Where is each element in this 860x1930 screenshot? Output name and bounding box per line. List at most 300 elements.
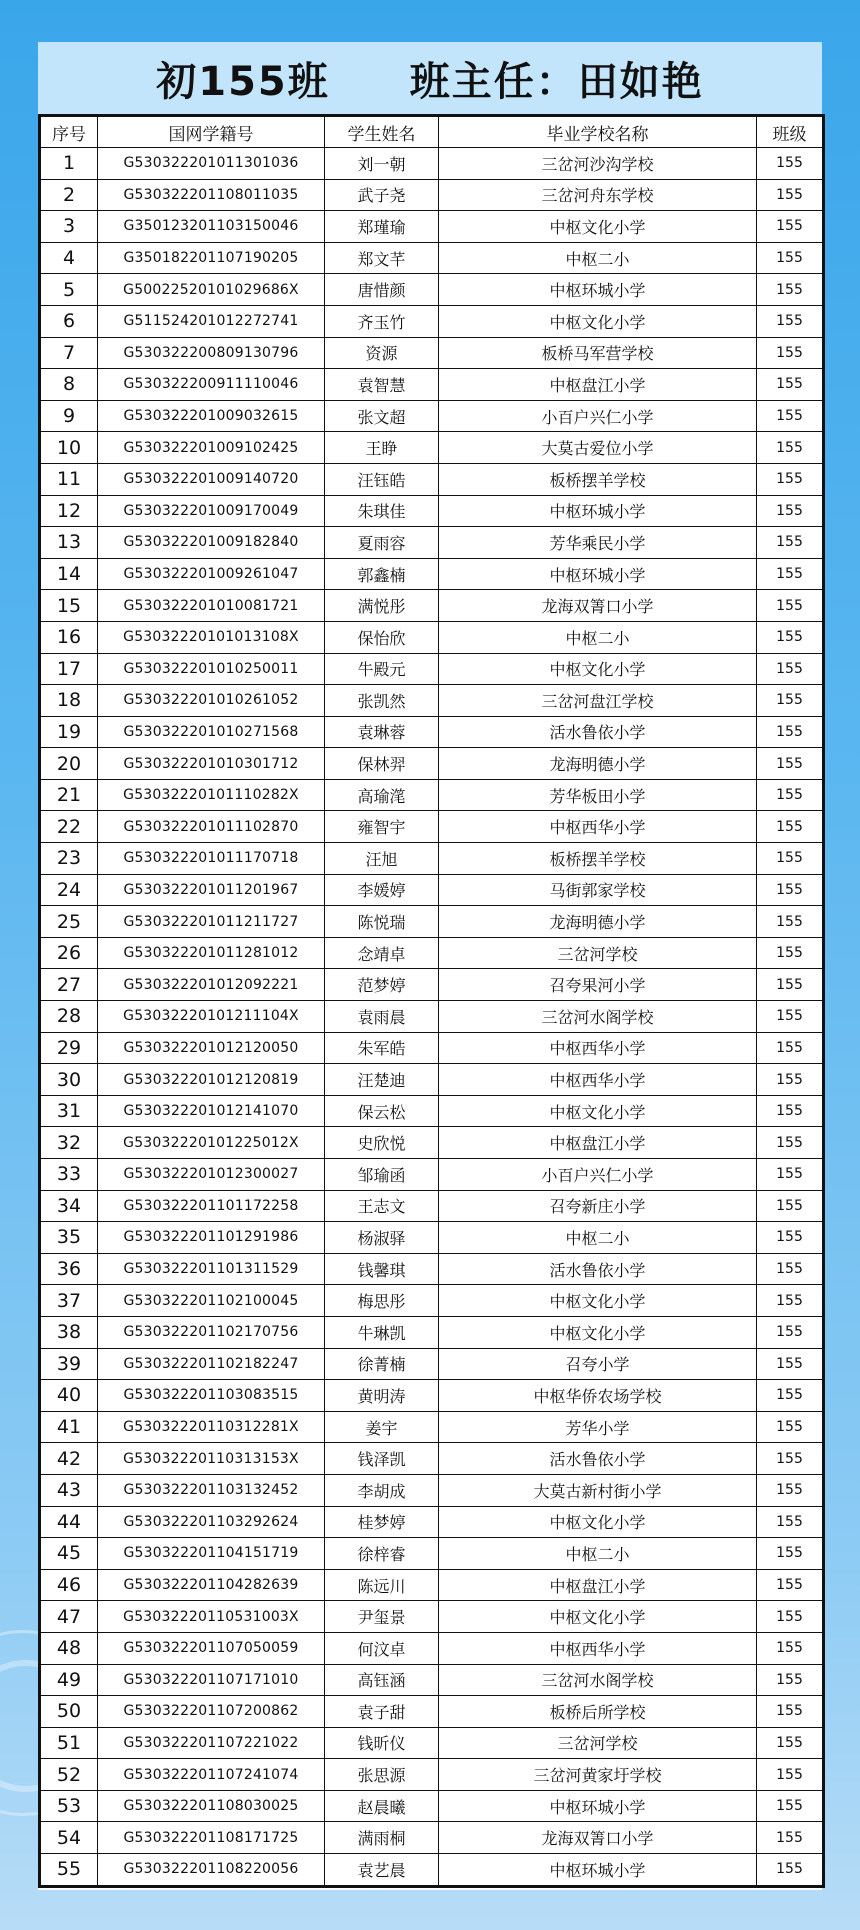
school-cell: 中枢盘江小学 — [439, 1569, 757, 1601]
class-cell: 155 — [757, 1696, 824, 1728]
class-cell: 155 — [757, 621, 824, 653]
table-row — [40, 1506, 824, 1538]
student-id-cell: G530322201107050059 — [98, 1632, 325, 1664]
student-name-cell: 牛琳凯 — [325, 1316, 439, 1348]
student-id-cell: G53032220101211104X — [98, 1001, 325, 1033]
student-id-cell: G530322201010261052 — [98, 685, 325, 717]
table-row — [40, 558, 824, 590]
table-row — [40, 400, 824, 432]
class-cell: 155 — [757, 1506, 824, 1538]
student-name-cell: 徐菁楠 — [325, 1348, 439, 1380]
table-row — [40, 1095, 824, 1127]
student-id-cell: G511524201012272741 — [98, 305, 325, 337]
serial-cell: 28 — [40, 1001, 98, 1033]
student-name-cell: 保云松 — [325, 1095, 439, 1127]
school-cell: 龙海双箐口小学 — [439, 590, 757, 622]
student-name-cell: 念靖卓 — [325, 937, 439, 969]
school-cell: 召夸果河小学 — [439, 969, 757, 1001]
table-row — [40, 432, 824, 464]
serial-cell: 38 — [40, 1316, 98, 1348]
student-name-cell: 钱馨琪 — [325, 1253, 439, 1285]
header-class: 班级 — [757, 116, 824, 148]
table-row — [40, 969, 824, 1001]
serial-cell: 45 — [40, 1538, 98, 1570]
student-id-cell: G530322201012300027 — [98, 1159, 325, 1191]
serial-cell: 46 — [40, 1569, 98, 1601]
class-cell: 155 — [757, 337, 824, 369]
class-cell: 155 — [757, 1601, 824, 1633]
class-cell: 155 — [757, 779, 824, 811]
student-name-cell: 王志文 — [325, 1190, 439, 1222]
serial-cell: 40 — [40, 1380, 98, 1412]
class-cell: 155 — [757, 1001, 824, 1033]
student-id-cell: G53032220101013108X — [98, 621, 325, 653]
school-cell: 中枢环城小学 — [439, 558, 757, 590]
student-name-cell: 赵晨曦 — [325, 1790, 439, 1822]
table-row — [40, 906, 824, 938]
student-name-cell: 保怡欣 — [325, 621, 439, 653]
student-id-cell: G53032220110531003X — [98, 1601, 325, 1633]
class-cell: 155 — [757, 1790, 824, 1822]
school-cell: 中枢二小 — [439, 621, 757, 653]
header-school: 毕业学校名称 — [439, 116, 757, 148]
student-id-cell: G53032220110313153X — [98, 1443, 325, 1475]
table-row — [40, 590, 824, 622]
school-cell: 龙海双箐口小学 — [439, 1822, 757, 1854]
student-name-cell: 张文超 — [325, 400, 439, 432]
student-id-cell: G530322201009140720 — [98, 463, 325, 495]
table-row — [40, 1159, 824, 1191]
school-cell: 三岔河学校 — [439, 937, 757, 969]
student-name-cell: 朱军皓 — [325, 1032, 439, 1064]
table-row — [40, 274, 824, 306]
school-cell: 中枢西华小学 — [439, 811, 757, 843]
class-cell: 155 — [757, 1727, 824, 1759]
serial-cell: 7 — [40, 337, 98, 369]
class-cell: 155 — [757, 1285, 824, 1317]
table-row — [40, 179, 824, 211]
serial-cell: 10 — [40, 432, 98, 464]
student-id-cell: G530322201009032615 — [98, 400, 325, 432]
student-id-cell: G530322201011201967 — [98, 874, 325, 906]
student-id-cell: G530322201103083515 — [98, 1380, 325, 1412]
table-header-row — [40, 116, 824, 148]
table-row — [40, 148, 824, 180]
student-name-cell: 袁琳蓉 — [325, 716, 439, 748]
table-row — [40, 1411, 824, 1443]
student-name-cell: 梅思彤 — [325, 1285, 439, 1317]
student-id-cell: G530322201103132452 — [98, 1474, 325, 1506]
table-row — [40, 843, 824, 875]
student-id-cell: G530322200911110046 — [98, 369, 325, 401]
serial-cell: 1 — [40, 148, 98, 180]
student-name-cell: 邹瑜函 — [325, 1159, 439, 1191]
school-cell: 中枢西华小学 — [439, 1032, 757, 1064]
serial-cell: 50 — [40, 1696, 98, 1728]
table-row — [40, 495, 824, 527]
school-cell: 中枢环城小学 — [439, 274, 757, 306]
student-id-cell: G530322201012120819 — [98, 1064, 325, 1096]
student-id-cell: G530322201104282639 — [98, 1569, 325, 1601]
student-name-cell: 袁子甜 — [325, 1696, 439, 1728]
class-cell: 155 — [757, 1095, 824, 1127]
class-cell: 155 — [757, 242, 824, 274]
school-cell: 芳华板田小学 — [439, 779, 757, 811]
school-cell: 龙海明德小学 — [439, 906, 757, 938]
student-name-cell: 陈远川 — [325, 1569, 439, 1601]
serial-cell: 36 — [40, 1253, 98, 1285]
student-name-cell: 朱琪佳 — [325, 495, 439, 527]
student-name-cell: 刘一朝 — [325, 148, 439, 180]
student-id-cell: G53032220101225012X — [98, 1127, 325, 1159]
class-cell: 155 — [757, 1474, 824, 1506]
student-id-cell: G53032220110312281X — [98, 1411, 325, 1443]
serial-cell: 19 — [40, 716, 98, 748]
student-name-cell: 高钰涵 — [325, 1664, 439, 1696]
table-row — [40, 369, 824, 401]
school-cell: 小百户兴仁小学 — [439, 400, 757, 432]
serial-cell: 31 — [40, 1095, 98, 1127]
table-row — [40, 1032, 824, 1064]
student-id-cell: G530322201009170049 — [98, 495, 325, 527]
serial-cell: 37 — [40, 1285, 98, 1317]
student-name-cell: 李胡成 — [325, 1474, 439, 1506]
class-cell: 155 — [757, 590, 824, 622]
school-cell: 马街郭家学校 — [439, 874, 757, 906]
serial-cell: 34 — [40, 1190, 98, 1222]
table-row — [40, 1696, 824, 1728]
serial-cell: 15 — [40, 590, 98, 622]
student-id-cell: G530322201101311529 — [98, 1253, 325, 1285]
school-cell: 龙海明德小学 — [439, 748, 757, 780]
school-cell: 中枢环城小学 — [439, 1790, 757, 1822]
student-id-cell: G530322201103292624 — [98, 1506, 325, 1538]
school-cell: 中枢华侨农场学校 — [439, 1380, 757, 1412]
serial-cell: 18 — [40, 685, 98, 717]
table-row — [40, 527, 824, 559]
table-row — [40, 621, 824, 653]
class-cell: 155 — [757, 1190, 824, 1222]
student-name-cell: 汪旭 — [325, 843, 439, 875]
roster-sheet — [38, 42, 822, 1890]
school-cell: 中枢二小 — [439, 242, 757, 274]
class-cell: 155 — [757, 1538, 824, 1570]
serial-cell: 30 — [40, 1064, 98, 1096]
student-id-cell: G530322201102170756 — [98, 1316, 325, 1348]
class-cell: 155 — [757, 148, 824, 180]
header-student-name: 学生姓名 — [325, 116, 439, 148]
serial-cell: 33 — [40, 1159, 98, 1191]
teacher-title: 班主任：田如艳 — [409, 58, 704, 105]
table-row — [40, 1790, 824, 1822]
serial-cell: 47 — [40, 1601, 98, 1633]
student-id-cell: G530322201010250011 — [98, 653, 325, 685]
school-cell: 芳华乘民小学 — [439, 527, 757, 559]
table-row — [40, 242, 824, 274]
class-cell: 155 — [757, 1032, 824, 1064]
student-id-cell: G530322201108011035 — [98, 179, 325, 211]
student-name-cell: 郑瑾瑜 — [325, 211, 439, 243]
class-cell: 155 — [757, 1632, 824, 1664]
student-name-cell: 范梦婷 — [325, 969, 439, 1001]
class-cell: 155 — [757, 305, 824, 337]
student-id-cell: G530322201108220056 — [98, 1854, 325, 1887]
school-cell: 中枢文化小学 — [439, 1316, 757, 1348]
student-id-cell: G530322201011170718 — [98, 843, 325, 875]
table-row — [40, 1759, 824, 1791]
student-roster-table — [38, 114, 825, 1888]
school-cell: 板桥马军营学校 — [439, 337, 757, 369]
school-cell: 三岔河学校 — [439, 1727, 757, 1759]
serial-cell: 54 — [40, 1822, 98, 1854]
student-id-cell: G530322201012092221 — [98, 969, 325, 1001]
school-cell: 中枢文化小学 — [439, 1601, 757, 1633]
student-id-cell: G530322201012120050 — [98, 1032, 325, 1064]
student-name-cell: 唐惜颜 — [325, 274, 439, 306]
school-cell: 三岔河舟东学校 — [439, 179, 757, 211]
class-cell: 155 — [757, 937, 824, 969]
class-cell: 155 — [757, 1222, 824, 1254]
serial-cell: 21 — [40, 779, 98, 811]
serial-cell: 16 — [40, 621, 98, 653]
table-row — [40, 1854, 824, 1887]
student-name-cell: 郑文芊 — [325, 242, 439, 274]
student-name-cell: 汪钰皓 — [325, 463, 439, 495]
student-id-cell: G530322201011102870 — [98, 811, 325, 843]
class-cell: 155 — [757, 463, 824, 495]
student-id-cell: G530322201011281012 — [98, 937, 325, 969]
serial-cell: 8 — [40, 369, 98, 401]
serial-cell: 44 — [40, 1506, 98, 1538]
table-row — [40, 1064, 824, 1096]
school-cell: 中枢西华小学 — [439, 1064, 757, 1096]
student-name-cell: 郭鑫楠 — [325, 558, 439, 590]
class-cell: 155 — [757, 969, 824, 1001]
student-name-cell: 牛殿元 — [325, 653, 439, 685]
serial-cell: 9 — [40, 400, 98, 432]
serial-cell: 23 — [40, 843, 98, 875]
school-cell: 芳华小学 — [439, 1411, 757, 1443]
table-row — [40, 653, 824, 685]
class-cell: 155 — [757, 1159, 824, 1191]
school-cell: 大莫古爱位小学 — [439, 432, 757, 464]
school-cell: 小百户兴仁小学 — [439, 1159, 757, 1191]
student-name-cell: 张凯然 — [325, 685, 439, 717]
student-name-cell: 尹玺景 — [325, 1601, 439, 1633]
school-cell: 活水鲁依小学 — [439, 716, 757, 748]
student-name-cell: 雍智宇 — [325, 811, 439, 843]
student-id-cell: G530322201107241074 — [98, 1759, 325, 1791]
serial-cell: 3 — [40, 211, 98, 243]
school-cell: 召夸新庄小学 — [439, 1190, 757, 1222]
school-cell: 中枢环城小学 — [439, 1854, 757, 1887]
student-name-cell: 袁雨晨 — [325, 1001, 439, 1033]
title-band — [38, 42, 822, 114]
serial-cell: 4 — [40, 242, 98, 274]
school-cell: 中枢西华小学 — [439, 1632, 757, 1664]
school-cell: 中枢盘江小学 — [439, 1127, 757, 1159]
table-row — [40, 1127, 824, 1159]
school-cell: 大莫古新村街小学 — [439, 1474, 757, 1506]
student-id-cell: G530322201101291986 — [98, 1222, 325, 1254]
table-row — [40, 1474, 824, 1506]
table-row — [40, 1253, 824, 1285]
class-cell: 155 — [757, 1854, 824, 1887]
serial-cell: 51 — [40, 1727, 98, 1759]
serial-cell: 25 — [40, 906, 98, 938]
student-id-cell: G530322201108030025 — [98, 1790, 325, 1822]
table-row — [40, 1348, 824, 1380]
student-name-cell: 徐梓睿 — [325, 1538, 439, 1570]
student-id-cell: G350123201103150046 — [98, 211, 325, 243]
student-name-cell: 满悦彤 — [325, 590, 439, 622]
student-name-cell: 钱泽凯 — [325, 1443, 439, 1475]
table-row — [40, 1538, 824, 1570]
class-cell: 155 — [757, 1411, 824, 1443]
class-cell: 155 — [757, 558, 824, 590]
student-id-cell: G530322200809130796 — [98, 337, 325, 369]
school-cell: 活水鲁依小学 — [439, 1253, 757, 1285]
table-row — [40, 1316, 824, 1348]
class-cell: 155 — [757, 400, 824, 432]
student-name-cell: 夏雨容 — [325, 527, 439, 559]
serial-cell: 2 — [40, 179, 98, 211]
school-cell: 中枢二小 — [439, 1538, 757, 1570]
class-cell: 155 — [757, 432, 824, 464]
student-id-cell: G530322201107200862 — [98, 1696, 325, 1728]
school-cell: 召夸小学 — [439, 1348, 757, 1380]
student-id-cell: G530322201012141070 — [98, 1095, 325, 1127]
student-name-cell: 杨淑驿 — [325, 1222, 439, 1254]
student-name-cell: 袁智慧 — [325, 369, 439, 401]
class-cell: 155 — [757, 1822, 824, 1854]
serial-cell: 11 — [40, 463, 98, 495]
class-cell: 155 — [757, 1316, 824, 1348]
school-cell: 三岔河水阁学校 — [439, 1664, 757, 1696]
class-cell: 155 — [757, 843, 824, 875]
table-row — [40, 1822, 824, 1854]
serial-cell: 41 — [40, 1411, 98, 1443]
serial-cell: 52 — [40, 1759, 98, 1791]
school-cell: 中枢盘江小学 — [439, 369, 757, 401]
student-name-cell: 齐玉竹 — [325, 305, 439, 337]
class-cell: 155 — [757, 811, 824, 843]
class-cell: 155 — [757, 1380, 824, 1412]
table-row — [40, 685, 824, 717]
class-cell: 155 — [757, 1569, 824, 1601]
class-cell: 155 — [757, 1127, 824, 1159]
table-row — [40, 1222, 824, 1254]
student-name-cell: 张思源 — [325, 1759, 439, 1791]
table-row — [40, 1285, 824, 1317]
class-cell: 155 — [757, 527, 824, 559]
table-row — [40, 937, 824, 969]
student-name-cell: 武子尧 — [325, 179, 439, 211]
student-id-cell: G530322201104151719 — [98, 1538, 325, 1570]
serial-cell: 26 — [40, 937, 98, 969]
serial-cell: 29 — [40, 1032, 98, 1064]
student-name-cell: 袁艺晨 — [325, 1854, 439, 1887]
school-cell: 中枢环城小学 — [439, 495, 757, 527]
school-cell: 板桥后所学校 — [439, 1696, 757, 1728]
student-name-cell: 何汶卓 — [325, 1632, 439, 1664]
school-cell: 中枢文化小学 — [439, 305, 757, 337]
student-name-cell: 史欣悦 — [325, 1127, 439, 1159]
class-cell: 155 — [757, 179, 824, 211]
table-row — [40, 748, 824, 780]
serial-cell: 48 — [40, 1632, 98, 1664]
student-id-cell: G53032220101110282X — [98, 779, 325, 811]
student-name-cell: 资源 — [325, 337, 439, 369]
serial-cell: 39 — [40, 1348, 98, 1380]
serial-cell: 6 — [40, 305, 98, 337]
table-row — [40, 1001, 824, 1033]
table-row — [40, 716, 824, 748]
serial-cell: 55 — [40, 1854, 98, 1887]
table-row — [40, 779, 824, 811]
serial-cell: 14 — [40, 558, 98, 590]
school-cell: 中枢文化小学 — [439, 1285, 757, 1317]
table-row — [40, 1569, 824, 1601]
student-id-cell: G530322201107221022 — [98, 1727, 325, 1759]
serial-cell: 17 — [40, 653, 98, 685]
student-id-cell: G530322201010081721 — [98, 590, 325, 622]
class-cell: 155 — [757, 685, 824, 717]
student-id-cell: G530322201102100045 — [98, 1285, 325, 1317]
student-id-cell: G50022520101029686X — [98, 274, 325, 306]
student-id-cell: G530322201010271568 — [98, 716, 325, 748]
serial-cell: 13 — [40, 527, 98, 559]
school-cell: 三岔河黄家圩学校 — [439, 1759, 757, 1791]
serial-cell: 43 — [40, 1474, 98, 1506]
student-id-cell: G530322201009182840 — [98, 527, 325, 559]
table-row — [40, 1632, 824, 1664]
table-row — [40, 874, 824, 906]
student-name-cell: 王睁 — [325, 432, 439, 464]
student-id-cell: G530322201102182247 — [98, 1348, 325, 1380]
student-name-cell: 保林羿 — [325, 748, 439, 780]
serial-cell: 42 — [40, 1443, 98, 1475]
table-row — [40, 337, 824, 369]
class-cell: 155 — [757, 1348, 824, 1380]
serial-cell: 22 — [40, 811, 98, 843]
student-name-cell: 高瑜滗 — [325, 779, 439, 811]
class-cell: 155 — [757, 495, 824, 527]
student-name-cell: 陈悦瑞 — [325, 906, 439, 938]
school-cell: 板桥摆羊学校 — [439, 463, 757, 495]
student-name-cell: 钱昕仪 — [325, 1727, 439, 1759]
table-row — [40, 463, 824, 495]
table-row — [40, 211, 824, 243]
class-cell: 155 — [757, 1443, 824, 1475]
serial-cell: 32 — [40, 1127, 98, 1159]
student-name-cell: 李媛婷 — [325, 874, 439, 906]
school-cell: 中枢文化小学 — [439, 1506, 757, 1538]
serial-cell: 27 — [40, 969, 98, 1001]
serial-cell: 35 — [40, 1222, 98, 1254]
class-cell: 155 — [757, 653, 824, 685]
school-cell: 三岔河盘江学校 — [439, 685, 757, 717]
class-cell: 155 — [757, 716, 824, 748]
student-name-cell: 桂梦婷 — [325, 1506, 439, 1538]
student-id-cell: G530322201011301036 — [98, 148, 325, 180]
table-row — [40, 1664, 824, 1696]
class-cell: 155 — [757, 1064, 824, 1096]
class-cell: 155 — [757, 874, 824, 906]
table-row — [40, 1443, 824, 1475]
serial-cell: 5 — [40, 274, 98, 306]
school-cell: 中枢二小 — [439, 1222, 757, 1254]
